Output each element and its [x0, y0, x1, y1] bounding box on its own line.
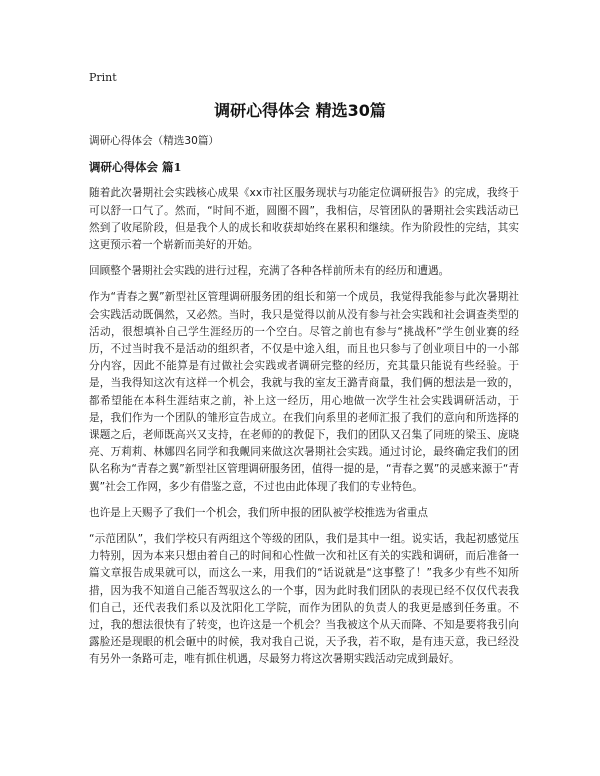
paragraph: 也许是上天赐予了我们一个机会，我们所申报的团队被学校推选为省重点 — [89, 506, 428, 519]
print-link[interactable]: Print — [89, 71, 117, 84]
paragraph: 回顾整个暑期社会实践的进行过程，充满了各种各样前所未有的经历和遭遇。 — [89, 265, 450, 278]
paragraph: 随着此次暑期社会实践核心成果《xx市社区服务现状与功能定位调研报告》的完成，我终于可以舒一口气了。然而，“时间不逝，圆圈不圆”，我相信，尽管团队的暑期社会实践活动已然到了收尾阶段，但是我个人的成长和收获却始终在累积和继续。作为阶段性的完结，其实这更预示着一个崭新而美好的开始。 — [89, 187, 519, 252]
paragraph: “示范团队”，我们学校只有两组这个等级的团队，我们是其中一组。说实话，我起初感觉压力特别，因为本来只想由着自己的时间和心性做一次和社区有关的实践和调研，而后准备一篇文章报告成果就可以，而这么一来，用我们的“话说就是“这事整了！”我多少有些不知所措，因为我不知道自己能否驾驭这么的一个事，因为此时我们团队的表现已经不仅仅代表我们自己，还代表我们系以及沈阳化工学院，而作为团队的负责人的我更是感到任务重。不过，我的想法很快有了转变，也许这是一个机会？当我被这个从天而降、不知是要将我引向露脸还是现眼的机会砸中的时候，我对我自己说，天予我，若不取，是有违天意，我已经没有另外一条路可走，唯有抓住机遇，尽最努力将这次暑期实践活动完成到最好。 — [89, 533, 519, 666]
subtitle: 调研心得体会（精选30篇） — [89, 135, 220, 147]
section-heading: 调研心得体会 篇1 — [89, 160, 182, 175]
page-title: 调研心得体会 精选30篇 — [214, 101, 386, 120]
article-body — [89, 133, 519, 678]
paragraph: 作为“青春之翼”新型社区管理调研服务团的组长和第一个成员，我觉得我能参与此次暑期社会实践活动既偶然，又必然。当时，我只是觉得以前从没有参与社会实践和社会调查类型的活动，很想填补自己学生涯经历的一个空白。尽管之前也有参与“挑战杯”学生创业赛的经历，不过当时我不是活动的组织者，不仅是中途入组，而且也只参与了创业项目中的一小部分内容，因此不能算是有过做社会实践或者调研完整的经历，充其量只能说有些经验。于是，当我得知这次有这样一个机会，我就与我的室友王潞青商量，我们俩的想法是一致的，都希望能在本科生涯结束之前，补上这一经历，用心地做一次学生社会实践调研活动，于是，我们作为一个团队的雏形宣告成立。在我们向系里的老师汇报了我们的意向和所选择的课题之后，老师既高兴又支持，在老师的的教促下，我们的团队又召集了同班的梁玉、庞晓亮、万莉莉、林娜四名同学和我觍同来做这次暑期社会实践。通过讨论，最终确定我们的团队名称为“青春之翼”新型社区管理调研服务团，值得一提的是，“青春之翼”的灵感来源于“青翼”社会工作网，多少有借鉴之意，不过也由此体现了我们的专业特色。 — [89, 291, 520, 493]
